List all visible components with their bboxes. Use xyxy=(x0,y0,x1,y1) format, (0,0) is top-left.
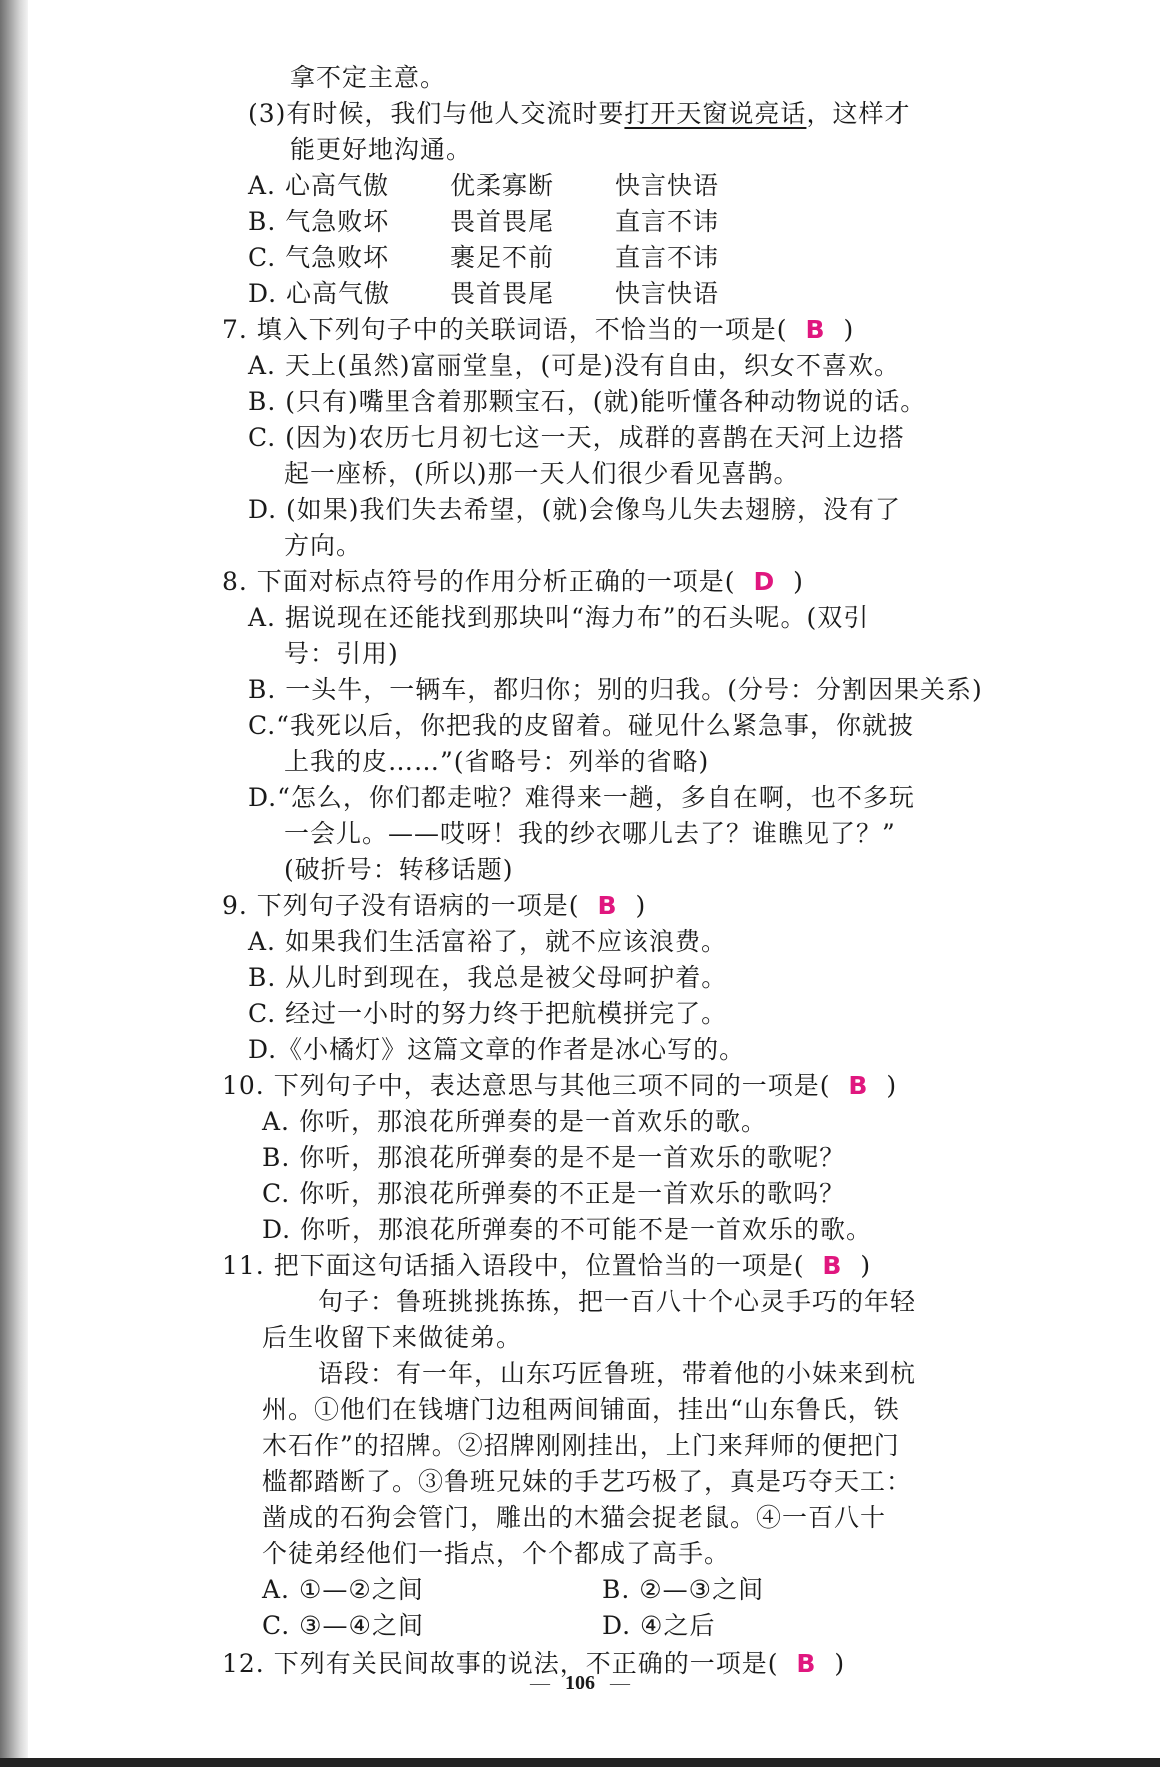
q11-stem-text: 11. 把下面这句话插入语段中，位置恰当的一项是( xyxy=(222,1251,805,1280)
q10-option-d: D. 你听，那浪花所弹奏的不可能不是一首欢乐的歌。 xyxy=(262,1215,873,1244)
q7-option-c: C. (因为)农历七月初七这一天，成群的喜鹊在天河上边搭 xyxy=(248,423,905,452)
q9-stem xyxy=(222,888,646,924)
q11-passage-line3: 木石作”的招牌。②招牌刚刚挂出，上门来拜师的便把门 xyxy=(262,1431,900,1460)
q11-answer: B xyxy=(822,1251,843,1280)
q8-close: ) xyxy=(793,567,804,596)
q6-option-c-1: C. 气急败坏 xyxy=(248,243,390,272)
q11-option-a: A. ①—②之间 xyxy=(262,1575,424,1604)
q8-stem-text: 8. 下面对标点符号的作用分析正确的一项是( xyxy=(222,567,736,596)
q11-passage-line4: 槛都踏断了。③鲁班兄妹的手艺巧极了，真是巧夺天工： xyxy=(262,1467,913,1496)
q8-option-d-line2: 一会儿。——哎呀！我的纱衣哪儿去了？谁瞧见了？” xyxy=(284,819,896,848)
q10-option-b: B. 你听，那浪花所弹奏的是不是一首欢乐的歌呢？ xyxy=(262,1143,846,1172)
q10-stem xyxy=(222,1068,897,1104)
q8-option-b: B. 一头牛，一辆车，都归你；别的归我。(分号：分割因果关系) xyxy=(248,675,983,704)
q6-option-a-2: 优柔寡断 xyxy=(450,171,555,200)
q9-option-a: A. 如果我们生活富裕了，就不应该浪费。 xyxy=(248,927,727,956)
q6-option-b-3: 直言不讳 xyxy=(615,207,720,236)
q7-option-a: A. 天上(虽然)富丽堂皇，(可是)没有自由，织女不喜欢。 xyxy=(248,351,900,380)
q10-close: ) xyxy=(886,1071,898,1100)
q9-close: ) xyxy=(635,891,647,920)
q8-option-a: A. 据说现在还能找到那块叫“海力布”的石头呢。(双引 xyxy=(248,603,870,632)
q8-option-d: D.“怎么，你们都走啦？难得来一趟，多自在啊，也不多玩 xyxy=(248,783,915,812)
q10-answer: B xyxy=(848,1071,869,1100)
page-number: 106 xyxy=(565,1672,595,1694)
q10-option-a: A. 你听，那浪花所弹奏的是一首欢乐的歌。 xyxy=(262,1107,767,1136)
q6-item3-text-b: ，这样才 xyxy=(806,99,911,128)
q7-stem-text: 7. 填入下列句子中的关联词语，不恰当的一项是( xyxy=(222,315,788,344)
bottom-edge-bar xyxy=(0,1758,1160,1767)
q9-option-d: D.《小橘灯》这篇文章的作者是冰心写的。 xyxy=(248,1035,746,1064)
q6-option-d-3: 快言快语 xyxy=(615,279,720,308)
q6-item3 xyxy=(248,96,910,132)
q11-option-b: B. ②—③之间 xyxy=(602,1575,765,1604)
q8-option-a-line2: 号：引用) xyxy=(284,639,399,668)
q12-answer: B xyxy=(796,1649,817,1678)
q11-passage-line6: 个徒弟经他们一指点，个个都成了高手。 xyxy=(262,1539,731,1568)
q6-item3-text-a: (3)有时候，我们与他人交流时要 xyxy=(248,99,625,128)
q9-stem-text: 9. 下列句子没有语病的一项是( xyxy=(222,891,580,920)
q11-option-c: C. ③—④之间 xyxy=(262,1611,424,1640)
q10-option-c: C. 你听，那浪花所弹奏的不正是一首欢乐的歌吗？ xyxy=(262,1179,846,1208)
q7-close: ) xyxy=(843,315,855,344)
q12-close: ) xyxy=(834,1649,846,1678)
q6-option-a-3: 快言快语 xyxy=(615,171,720,200)
q8-answer: D xyxy=(753,567,776,596)
q8-stem xyxy=(222,564,804,600)
q8-option-c: C.“我死以后，你把我的皮留着。碰见什么紧急事，你就披 xyxy=(248,711,914,740)
q6-item3-underlined: 打开天窗说亮话 xyxy=(624,99,807,128)
q6-continuation: 拿不定主意。 xyxy=(290,63,447,92)
q6-option-d-2: 畏首畏尾 xyxy=(450,279,555,308)
q8-option-c-line2: 上我的皮……”(省略号：列举的省略) xyxy=(284,747,710,776)
q6-option-b-1: B. 气急败坏 xyxy=(248,207,390,236)
q11-passage-line5: 凿成的石狗会管门，雕出的木猫会捉老鼠。④一百八十 xyxy=(262,1503,887,1532)
q11-sentence-line2: 后生收留下来做徒弟。 xyxy=(262,1323,523,1352)
q6-option-d-1: D. 心高气傲 xyxy=(248,279,391,308)
q8-option-d-line3: (破折号：转移话题) xyxy=(284,855,514,884)
footer-dash-right: — xyxy=(610,1672,630,1694)
q11-stem xyxy=(222,1248,871,1284)
q11-passage: 语段：有一年，山东巧匠鲁班，带着他的小妹来到杭 xyxy=(318,1359,917,1388)
q7-option-d-line2: 方向。 xyxy=(284,531,363,560)
q11-sentence: 句子：鲁班挑挑拣拣，把一百八十个心灵手巧的年轻 xyxy=(318,1287,917,1316)
q11-passage-line2: 州。①他们在钱塘门边租两间铺面，挂出“山东鲁氏，铁 xyxy=(262,1395,900,1424)
q6-option-b-2: 畏首畏尾 xyxy=(450,207,555,236)
q7-option-b: B. (只有)嘴里含着那颗宝石，(就)能听懂各种动物说的话。 xyxy=(248,387,927,416)
footer-dash-left: — xyxy=(530,1672,550,1694)
q11-option-d: D. ④之后 xyxy=(602,1611,716,1640)
q6-option-c-2: 裹足不前 xyxy=(450,243,555,272)
q11-close: ) xyxy=(860,1251,872,1280)
q6-option-a-1: A. 心高气傲 xyxy=(248,171,389,200)
q6-item3-line2: 能更好地沟通。 xyxy=(290,135,473,164)
q7-stem xyxy=(222,312,854,348)
q6-option-c-3: 直言不讳 xyxy=(615,243,720,272)
q9-option-b: B. 从儿时到现在，我总是被父母呵护着。 xyxy=(248,963,728,992)
q12-stem-text: 12. 下列有关民间故事的说法，不正确的一项是( xyxy=(222,1649,779,1678)
q9-answer: B xyxy=(597,891,618,920)
q7-answer: B xyxy=(805,315,826,344)
q9-option-c: C. 经过一小时的努力终于把航模拼完了。 xyxy=(248,999,728,1028)
q7-option-d: D. (如果)我们失去希望，(就)会像鸟儿失去翅膀，没有了 xyxy=(248,495,902,524)
page-number-footer xyxy=(0,1672,1160,1695)
q7-option-c-line2: 起一座桥，(所以)那一天人们很少看见喜鹊。 xyxy=(284,459,800,488)
q10-stem-text: 10. 下列句子中，表达意思与其他三项不同的一项是( xyxy=(222,1071,831,1100)
